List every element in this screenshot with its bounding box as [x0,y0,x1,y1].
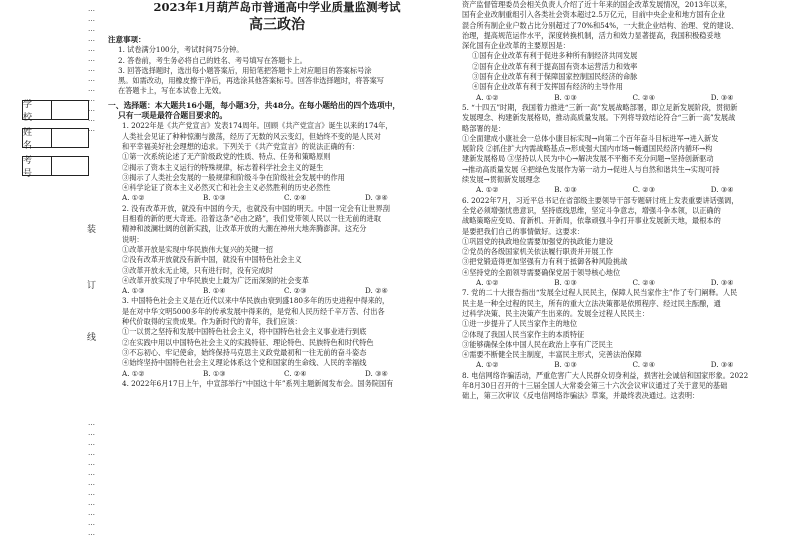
question-line: ④科学论证了资本主义必然灭亡和社会主义必然胜利的历史必然性 [122,183,331,193]
question-line: 建新发展格局 ③坚持以人民为中心→解决发展不平衡不充分问题→坚持创新驱动 [462,154,714,164]
binding-dot: … [88,35,95,43]
question-line: ④改革开放实现了中华民族史上最为广泛而深刻的社会变革 [122,275,309,285]
question-item: ④国有企业改革有利于发挥国有经济的主导作用 [472,82,623,92]
question-line: ④始终坚持中国特色社会主义理论体系这个党和国家的生命线、人民的幸福线 [122,358,367,368]
binding-dot: … [88,449,95,457]
answer-option: A. ①② [122,368,145,378]
answer-option: D. ③④ [710,278,734,288]
question-4-start [108,379,446,389]
question-line: →推动高质量发展 ④把绿色发展作为第一动力→促进人与自然和谐共生→实现可持 [462,164,720,174]
binding-dot: … [88,105,95,113]
binding-dot: … [88,115,95,123]
question-line: 全党必须增强忧患意识，坚持底线思维，坚定斗争意志，增强斗争本领，以正确的 [462,205,721,215]
question-6 [462,196,789,278]
question-line: 3. 中国特色社会主义是在近代以来中华民族由衰到盛180多年的历史进程中得来的， [122,296,390,306]
question-line: ①巩固党的执政地位需要加强党的执政能力建设 [462,236,613,246]
question-line: ④需要不断健全民主制度，丰富民主形式，完善法治保障 [462,350,642,360]
question-line: 深化国有企业改革的主要原因是： [462,41,570,51]
answer-option: B. ①③ [554,185,577,195]
answer-option: A. ①② [122,193,145,203]
answer-option: D. ③④ [710,360,734,370]
answer-option: C. ②④ [284,193,307,203]
notes-list [108,45,446,96]
binding-dot: … [88,55,95,63]
question-5 [462,103,789,185]
answer-option: B. ①③ [554,278,577,288]
exam-title: 2023年1月葫芦岛市普通高中学业质量监测考试 [153,0,401,14]
exam-number-label: 考 号 [22,156,52,176]
binding-dot: … [88,469,95,477]
binding-dot: … [88,125,95,133]
question-line: ①改革开放是实现中华民族伟大复兴的关键一招 [122,244,273,254]
question-line: 8. 电信网络诈骗活动，严重危害广大人民群众切身利益，损害社会诚信和国家形象。2022 [462,370,749,380]
question-line: 治理，提高规范运作水平，深度转换机制，活力和效力显著提高，我国积极稳妥地 [462,30,721,40]
name-field[interactable] [22,128,89,151]
question-3 [108,296,446,368]
question-line: 4. 2022年6月17日上午，中宣部举行“中国这十年”系列主题新闻发布会。国务院国有 [122,378,394,388]
binding-dot: … [88,479,95,487]
binding-dot: … [88,529,95,537]
answer-option: A. ①② [476,92,499,102]
school-field[interactable] [22,100,89,123]
answer-option: D. ③④ [710,92,734,102]
answer-option: D. ③④ [710,185,734,195]
question-item: ①国有企业改革有利于促进多种所有制经济共同发展 [472,51,638,61]
question-line: 说明： [122,234,144,244]
question-line: 展阶段 ②抓住扩大内需战略基点→形成强大国内市场→畅通国民经济内循环→构 [462,144,713,154]
question-line: 是在对中华文明5000多年的传承发展中得来的，是党和人民历经千辛万苦、付出各 [122,306,385,316]
binding-margin [0,0,105,560]
section-heading-cont: 只有一项是最符合题目要求的。 [118,111,228,121]
exam-subject: 高三政治 [249,17,305,33]
question-3-options [108,369,446,379]
question-line: 略部署的是： [462,123,506,133]
question-line: 目相看的新的更大奇迹。沿着这条“必由之路”，我们党带领人民以一往无前的进取 [122,214,381,224]
question-line: 是要把我们自己的事情做好。这要求： [462,226,585,236]
question-line: 人类社会见证了种种惊潮与激荡，经历了无数的风云变幻，但始终不变的是人民对 [122,131,381,141]
question-line: ③把党锻造得更加坚强有力有利于抵御各种风险挑战 [462,257,628,267]
question-line: 精神和波澜壮阔的创新实践，让改革开放的大潮在神州大地奔腾澎湃。这充分 [122,224,367,234]
answer-option: A. ①② [476,185,499,195]
binding-dot: … [88,489,95,497]
question-line: ③改革开放永无止境，只有进行时，没有完成时 [122,265,273,275]
binding-dot: … [88,95,95,103]
question-line: 5. “十四五”时期，我国着力推进“三新一高”发展战略部署，即立足新发展阶段，贯彻新 [462,102,738,112]
binding-dot: … [88,85,95,93]
school-label: 学 校 [22,100,52,120]
binding-dot: … [88,45,95,53]
question-line: ②没有改革开放就没有新中国，就没有中国特色社会主义 [122,255,302,265]
binding-word-xian: 线 [87,333,97,343]
question-1 [108,121,446,193]
note-line: 2. 答卷前，考生务必将自己的姓名、考号填写在答题卡上。 [118,55,307,65]
question-line: 种代价取得的宝贵成果。作为新时代的青年，我们应该： [122,317,302,327]
answer-option: B. ①③ [203,193,226,203]
binding-dot: … [88,429,95,437]
question-line: 年8月30日召开的十三届全国人大常委会第三十六次会议审议通过了关于意见的基础 [462,380,728,390]
question-item: ③国有企业改革有利于保障国家控制国民经济的命脉 [472,72,638,82]
notes-heading: 注意事项： [108,35,146,44]
question-line: ①一以贯之坚持和发展中国特色社会主义，将中国特色社会主义事业进行到底 [122,327,367,337]
note-line: 在答题卡上，写在本试卷上无效。 [118,86,226,96]
answer-option: B. ①③ [203,368,226,378]
answer-option: B. ①③ [554,360,577,370]
question-6-options [462,278,789,288]
answer-option: B. ①④ [203,286,226,296]
name-input-box[interactable] [52,128,89,148]
question-line: 资产监督管理委员会相关负责人介绍了近十年来的国企改革发展情况，2013年以来， [462,0,732,9]
question-line: 战略策略应变局、育新机、开新局，依靠顽强斗争打开事业发展新天地，最根本的 [462,216,721,226]
binding-dot: … [88,65,95,73]
binding-word-zhuang: 装 [87,225,97,235]
question-line: 混合所有制企业户数占比分别超过了70%和54%，一大批企业结构、治理、党的建设、 [462,20,739,30]
answer-option: C. ②④ [632,92,656,102]
question-line: 6. 2022年7月，习近平总书记在省部级主要领导干部专题研讨班上发表重要讲话强调， [462,195,739,205]
question-line: ③能够确保全体中国人民在政治上享有广泛民主 [462,339,613,349]
answer-option: A. ①② [476,278,499,288]
binding-dot: … [88,75,95,83]
note-line: 1. 试卷满分100分，考试时间75分钟。 [118,45,244,55]
question-line: ①全面建成小康社会一总体小康目标实现→向第二个百年奋斗目标进军→进入新发 [462,133,719,143]
question-1-options [108,193,446,203]
question-line: 和平幸福美好社会理想的追求。下列关于《共产党宣言》的说法正确的有： [122,141,360,151]
question-line: ③不忘初心、牢记使命，始终保持马克思主义政党最初和一往无前的奋斗姿态 [122,347,367,357]
question-line: 1. 2022年是《共产党宣言》发表174周年。回顾《共产党宣言》诞生以来的174年， [122,121,393,131]
question-4-continued [462,0,789,51]
question-line: ②党员的各级国家机关依法履行职责并开展工作 [462,247,613,257]
answer-option: A. ①② [476,360,499,370]
answer-option: C. ②④ [632,360,656,370]
note-line: 3. 回答选择题时，选出每小题答案后，用铅笔把答题卡上对应题目的答案标号涂 [118,65,372,75]
question-5-options [462,185,789,195]
question-4-items [462,51,789,92]
school-input-box[interactable] [52,100,89,120]
answer-option: D. ②④ [365,286,388,296]
question-line: ④坚持党的全面领导需要确保党居于领导核心地位 [462,267,621,277]
exam-number-input-box[interactable] [52,156,89,176]
question-line: 7. 党的二十大报告指出“发展全过程人民民主，保障人民当家作主”作了专门阐释。人民 [462,288,738,298]
question-4-options [462,93,789,103]
question-line: ②体现了我国人民当家作主的本质特征 [462,329,585,339]
binding-dot: … [88,459,95,467]
question-line: ①进一步提升了人民当家作主的地位 [462,319,578,329]
exam-number-field[interactable] [22,156,89,179]
binding-dot: … [88,499,95,507]
binding-word-ding: 订 [87,281,97,291]
section-heading: 一、选择题：本大题共16小题，每小题3分，共48分。在每小题给出的四个选项中， [108,100,401,110]
question-line: 过科学决策、民主决策产生出来的。发展全过程人民民主： [462,308,649,318]
binding-dot: … [88,509,95,517]
binding-dot: … [88,5,95,13]
answer-option: A. ①③ [122,286,145,296]
question-line: 发展理念、构建新发展格局，推动高质量发展。下列将导致结论符合“三新一高”发展战 [462,113,736,123]
right-column [462,0,789,402]
question-line: 国有企业改制重组引入各类社会资本超过2.5万亿元，目前中央企业和地方国有企业 [462,10,725,20]
question-item: ②国有企业改革有利于提高国有资本运营活力和效率 [472,61,638,71]
question-line: ②在实践中用以中国特色社会主义的实践特征、理论特色、民族特色和时代特色 [122,337,374,347]
binding-dot: … [88,439,95,447]
question-line: 民主是一种全过程的民主，所有的重大立法决策都是依照程序、经过民主酝酿，通 [462,298,721,308]
answer-option: D. ③④ [365,368,388,378]
answer-option: C. ②④ [284,368,307,378]
answer-option: B. ①③ [554,92,577,102]
answer-option: C. ②③ [632,185,656,195]
question-line: ③揭示了人类社会发展的一般规律和阶级斗争在阶级社会发展中的作用 [122,172,345,182]
question-line: 续发展→贯彻新发展理念 [462,175,540,185]
answer-option: C. ②③ [284,286,307,296]
question-line: ②揭示了资本主义运行的特殊规律，标志着科学社会主义的诞生 [122,162,324,172]
question-line: ①第一次系统论述了无产阶级政党的性质、特点、任务和策略原则 [122,152,331,162]
binding-dot: … [88,15,95,23]
name-label: 姓 名 [22,128,52,148]
answer-option: D. ③④ [365,193,388,203]
question-line: 2. 没有改革开放，就没有中国的今天，也就没有中国的明天。中国一定会有让世界刮 [122,203,390,213]
answer-option: C. ②④ [632,278,656,288]
note-line: 黑。如需改动，用橡皮擦干净后，再选涂其他答案标号。回答非选择题时，将答案写 [118,76,384,86]
binding-dot: … [88,519,95,527]
left-column [108,0,446,389]
question-line: 础上，第三次审议《反电信网络诈骗法》草案，并最终表决通过。这表明： [462,391,700,401]
question-2 [108,204,446,286]
binding-dot: … [88,25,95,33]
binding-dot: … [88,419,95,427]
question-8 [462,371,789,402]
question-7 [462,288,789,360]
question-7-options [462,360,789,370]
question-2-options [108,286,446,296]
